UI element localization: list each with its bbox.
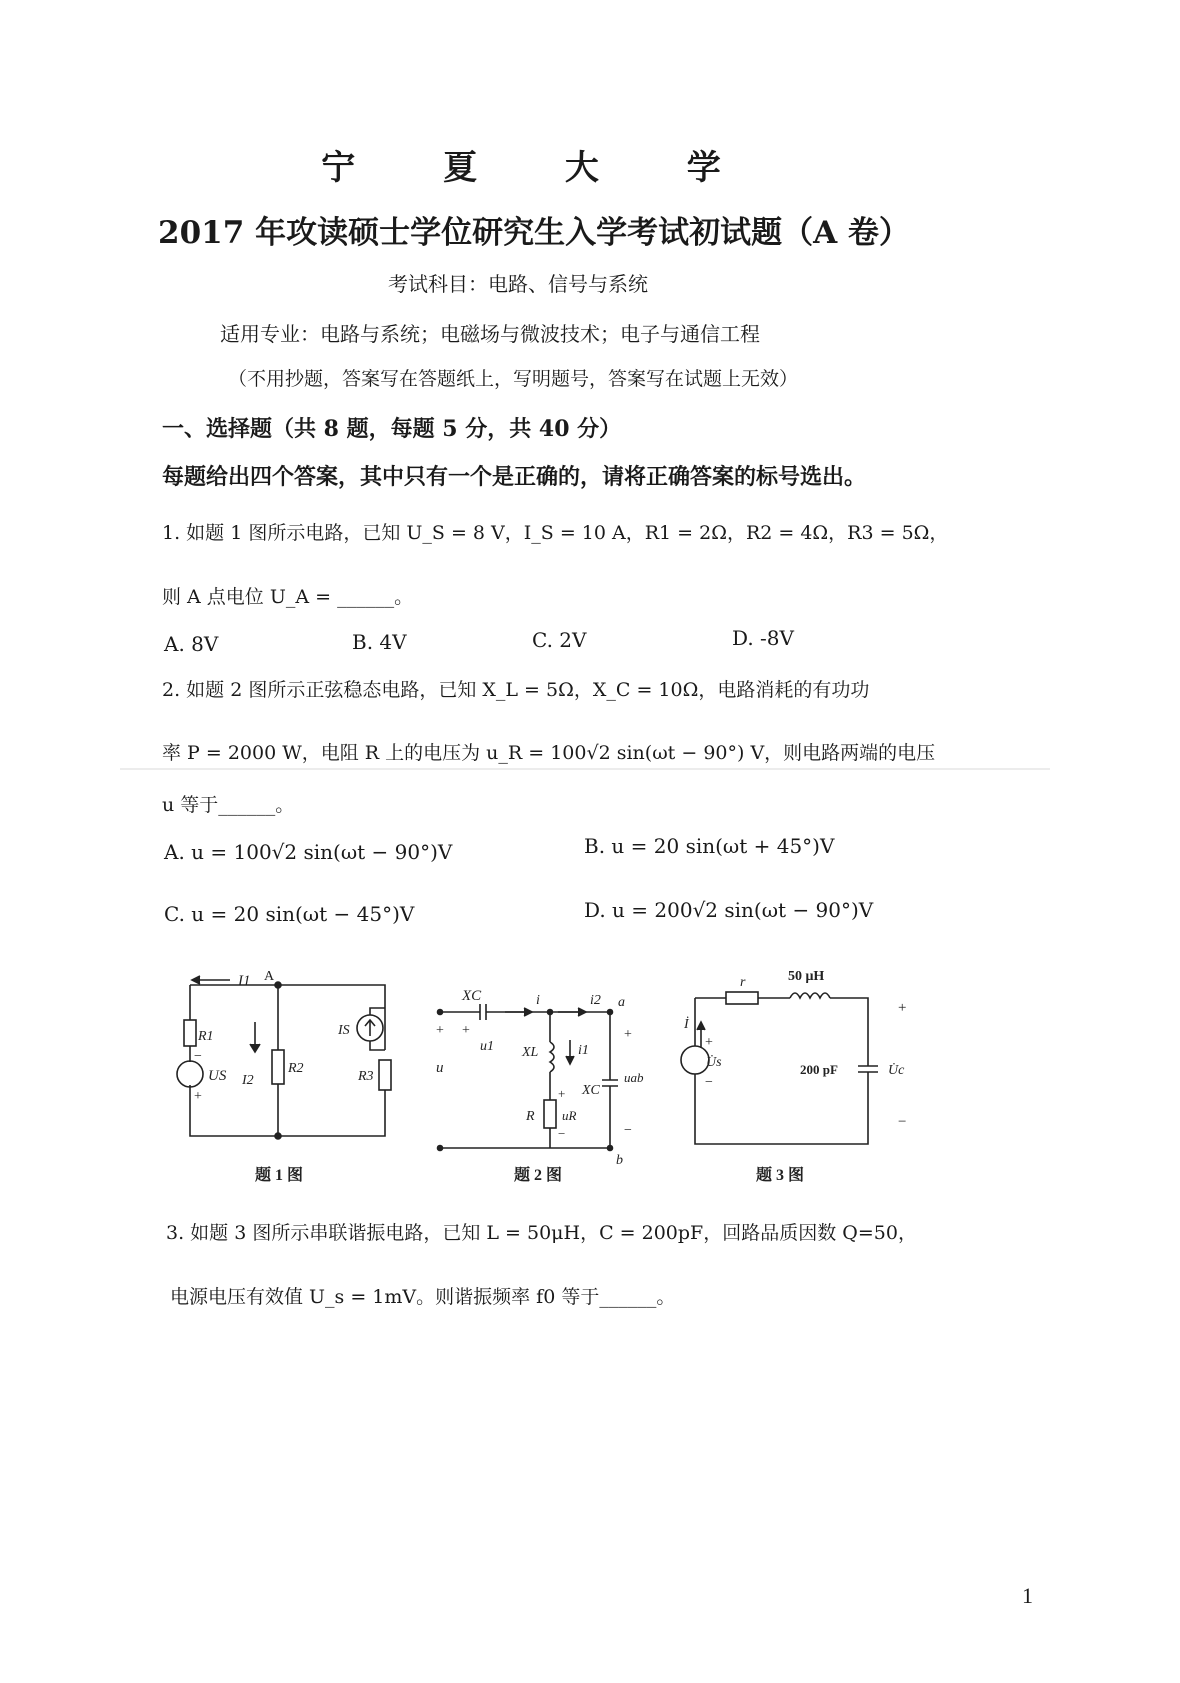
fig1-label-i2: I2: [242, 1073, 254, 1088]
fig1-label-is: IS: [338, 1023, 350, 1038]
fig2-inductor-xl: [550, 1042, 554, 1072]
fig2-capacitor-xc: [480, 1004, 486, 1020]
q3-text-line1: 3. 如题 3 图所示串联谐振电路，已知 L = 50μH，C = 200pF，回路品质因数 Q=50，: [166, 1222, 917, 1244]
fig2-label-minus-ur: −: [558, 1126, 566, 1141]
fig2-label-xl: XL: [522, 1045, 539, 1060]
fig2-label-xc: XC: [462, 988, 482, 1004]
fig2-label-a: a: [618, 995, 625, 1010]
fig2-label-minus-right: −: [624, 1123, 632, 1138]
figure-1-circuit: [177, 969, 391, 1184]
fig3-label-i: İ: [684, 1017, 689, 1032]
q1-option-c: C. 2V: [532, 628, 587, 652]
fig2-label-plus-u1: +: [462, 1023, 470, 1038]
q1-option-d: D. -8V: [732, 626, 794, 650]
fig2-label-plus-right: +: [624, 1027, 632, 1042]
q1-option-a: A. 8V: [164, 632, 219, 656]
fig1-label-node-a: A: [264, 969, 275, 984]
fig1-label-r2: R2: [288, 1061, 304, 1076]
fig1-us-source: [177, 1061, 203, 1087]
q2-text-line1: 2. 如题 2 图所示正弦稳态电路，已知 X_L = 5Ω，X_C = 10Ω，电路消耗的有功功: [162, 679, 870, 701]
exam-title: 2017 年攻读硕士学位研究生入学考试初试题（A 卷）: [158, 215, 910, 251]
fig2-label-plus-ur: +: [558, 1086, 566, 1101]
fig3-label-plus-uc: +: [898, 1000, 907, 1016]
section-instruction: 每题给出四个答案，其中只有一个是正确的，请将正确答案的标号选出。: [162, 464, 867, 490]
fig2-caption: 题 2 图: [514, 1167, 563, 1184]
fig3-us-source: [681, 1046, 709, 1074]
fig2-label-plus-left: +: [436, 1023, 444, 1038]
fig3-capacitor-c: [858, 1066, 878, 1072]
fig2-label-b: b: [616, 1153, 623, 1168]
fig2-resistor-r: [544, 1100, 556, 1128]
section-heading: 一、选择题（共 8 题，每题 5 分，共 40 分）: [162, 416, 622, 442]
fig2-label-ur: uR: [562, 1108, 577, 1123]
q3-text-line2: 电源电压有效值 U_s = 1mV。则谐振频率 f0 等于______。: [170, 1286, 676, 1308]
fig1-r2-resistor: [272, 1050, 284, 1084]
fig2-label-i2: i2: [590, 993, 601, 1008]
q2-option-c: C. u = 20 sin(ωt − 45°)V: [164, 902, 415, 926]
page-number: 1: [1022, 1583, 1033, 1608]
circuit-figures: [150, 950, 980, 1184]
fig3-label-minus-us: −: [705, 1075, 713, 1090]
fig3-label-minus-uc: −: [898, 1114, 907, 1130]
figure-3-circuit: [681, 969, 906, 1184]
fig2-label-r: R: [526, 1109, 535, 1124]
exam-note: （不用抄题，答案写在答题纸上，写明题号，答案写在试题上无效）: [228, 368, 799, 390]
fig1-caption: 题 1 图: [255, 1167, 304, 1184]
q1-text-line2: 则 A 点电位 U_A = ______。: [162, 586, 414, 608]
scan-artifact-line: [120, 768, 1050, 770]
fig3-label-uc: U̇c: [888, 1063, 905, 1078]
fig1-label-i1: I1: [238, 973, 251, 989]
q1-text-line1: 1. 如题 1 图所示电路，已知 U_S = 8 V，I_S = 10 A，R1 = 2Ω，R2 = 4Ω，R3 = 5Ω，: [162, 522, 949, 544]
exam-subject: 考试科目：电路、信号与系统: [388, 272, 648, 296]
university-name: 宁 夏 大 学: [321, 148, 759, 188]
fig1-label-r3: R3: [358, 1069, 374, 1084]
fig1-r3-resistor: [379, 1060, 391, 1090]
fig3-label-c: 200 pF: [800, 1062, 838, 1077]
q2-option-b: B. u = 20 sin(ωt + 45°)V: [584, 834, 835, 858]
q1-option-b: B. 4V: [352, 630, 407, 654]
fig2-label-i: i: [536, 993, 540, 1008]
fig3-label-r: r: [740, 975, 746, 990]
q2-text-line3: u 等于______。: [162, 794, 295, 816]
fig1-label-us: US: [208, 1068, 227, 1084]
fig3-resistor-r: [726, 992, 758, 1004]
q2-text-line2: 率 P = 2000 W，电阻 R 上的电压为 u_R = 100√2 sin(ωt − 90°) V，则电路两端的电压: [162, 742, 936, 764]
fig2-label-xc2: XC: [582, 1083, 600, 1098]
fig3-caption: 题 3 图: [756, 1167, 805, 1184]
fig3-label-us: U̇s: [706, 1055, 722, 1070]
fig3-inductor-l: [790, 993, 830, 998]
q2-option-d: D. u = 200√2 sin(ωt − 90°)V: [584, 898, 874, 922]
fig3-label-l: 50 μH: [788, 969, 825, 984]
fig3-label-plus-us: +: [705, 1035, 713, 1050]
fig1-r1-resistor: [184, 1020, 196, 1046]
fig1-label-minus: −: [194, 1049, 202, 1064]
q2-option-a: A. u = 100√2 sin(ωt − 90°)V: [164, 840, 453, 864]
applicable-majors: 适用专业：电路与系统；电磁场与微波技术；电子与通信工程: [220, 322, 760, 346]
fig1-label-plus: +: [194, 1089, 202, 1104]
fig2-label-u1: u1: [480, 1039, 494, 1054]
fig2-label-u: u: [436, 1060, 444, 1076]
fig2-label-uab: uab: [624, 1070, 644, 1085]
fig1-label-r1: R1: [198, 1029, 214, 1044]
figure-2-circuit: [436, 988, 644, 1184]
fig2-label-i1: i1: [578, 1043, 589, 1058]
fig2-capacitor-xc2: [602, 1080, 618, 1086]
